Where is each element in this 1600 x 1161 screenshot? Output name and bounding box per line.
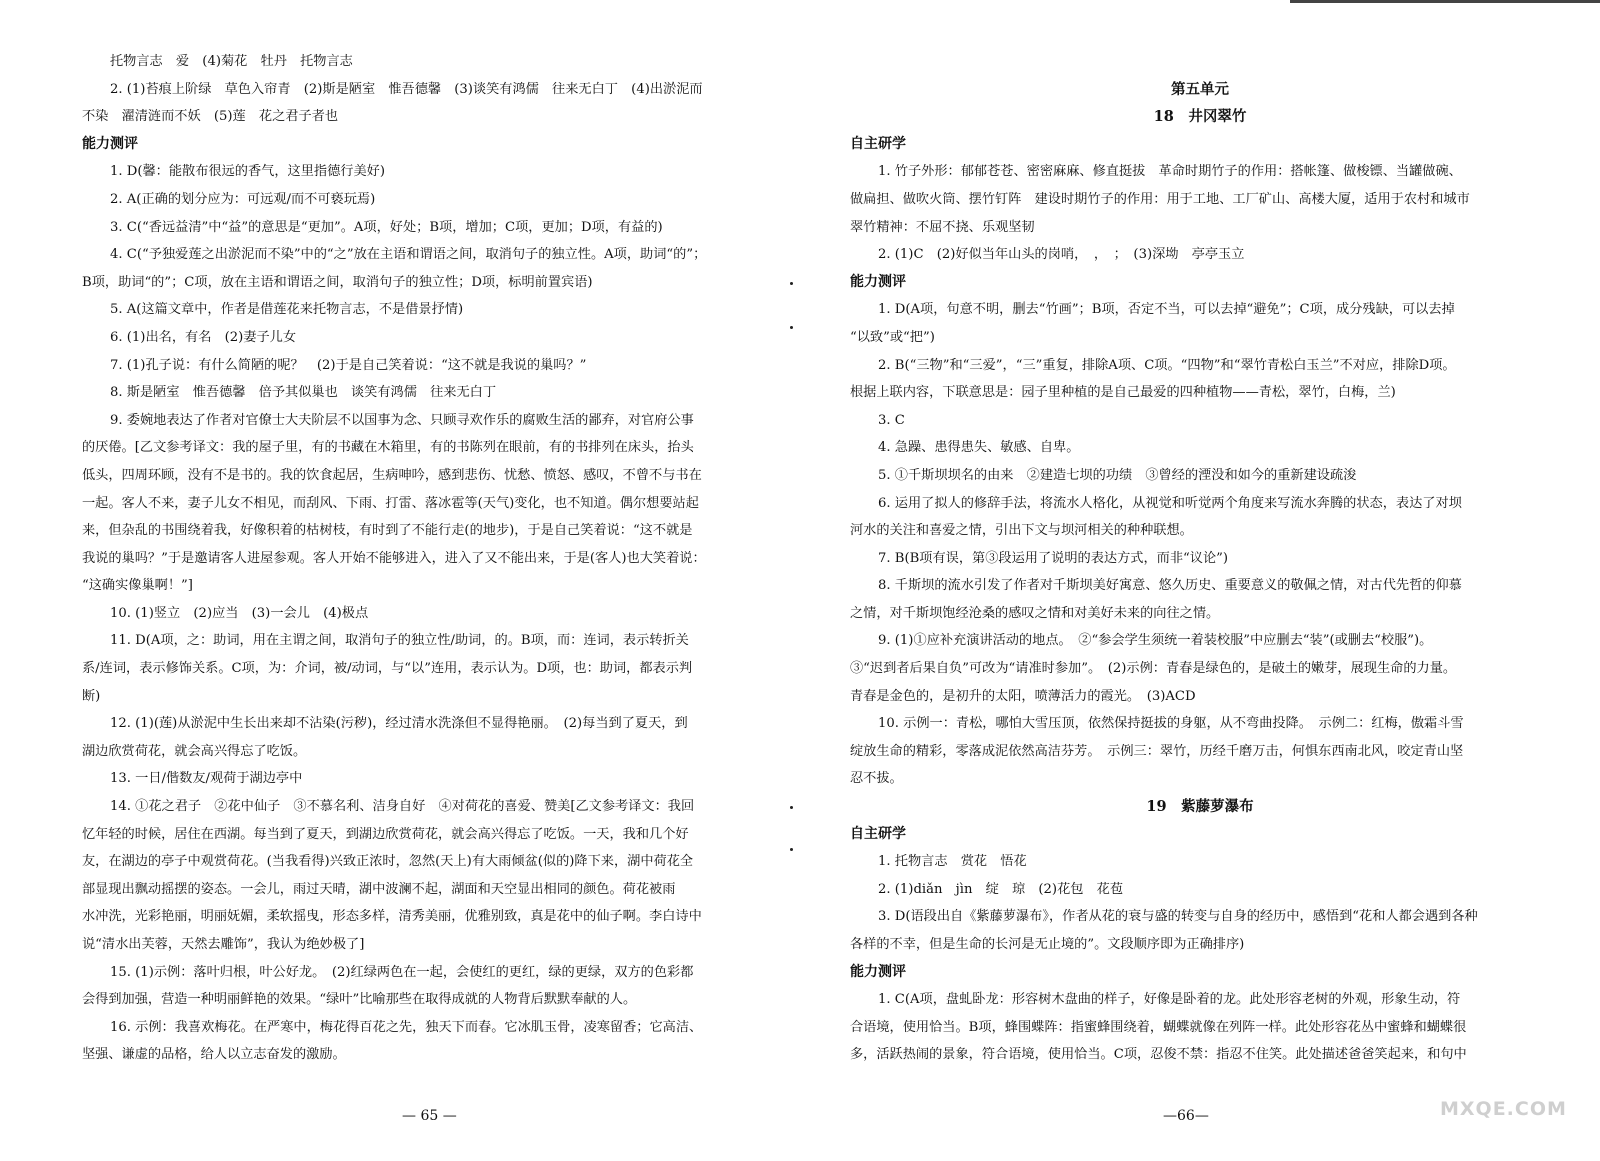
text-line: 13. 一日/偕数友/观荷于湖边亭中 [110,771,303,787]
text-line: 断) [82,688,101,704]
text-line: 做扁担、做吹火筒、摆竹钉阵 建设时期竹子的作用：用于工地、工厂矿山、高楼大厦，适用于农村和城市 [850,191,1470,207]
text-line: 6. (1)出名，有名 (2)妻子儿女 [110,329,297,345]
text-line: 之情，对千斯坝饱经沧桑的感叹之情和对美好未来的向往之情。 [850,605,1220,621]
text-line: 部显现出飘动摇摆的姿态。一会儿，雨过天晴，湖中波澜不起，湖面和天空显出相同的颜色。荷花被雨 [82,881,676,897]
margin-dot [790,848,793,851]
text-line: 不染 濯清涟而不妖 (5)莲 花之君子者也 [82,109,339,125]
text-line: 2. (1)苔痕上阶绿 草色入帘青 (2)斯是陋室 惟吾德馨 (3)谈笑有鸿儒 往来无白丁 (4)出淤泥而 [110,81,703,97]
text-line: 9. 委婉地表达了作者对官僚士大夫阶层不以国事为念、只顾寻欢作乐的腐败生活的鄙弃，对官府公事 [110,412,694,428]
text-line: 11. D(A项，之：助词，用在主谓之间，取消句子的独立性/助词，的。B项，而：连词，表示转折关 [110,633,689,649]
text-line: 我说的巢吗？”于是邀请客人进屋参观。客人开始不能够进入，进入了又不能出来，于是(客人)也大笑着说： [82,550,706,566]
text-line: 7. (1)孔子说：有什么简陋的呢？ (2)于是自己笑着说：“这不就是我说的巢吗？” [110,357,587,373]
unit-title: 18 井冈翠竹 [1153,108,1247,126]
text-line: 4. C(“予独爱莲之出淤泥而不染”中的“之”放在主语和谓语之间，取消句子的独立性。A项，助词“的”； [110,247,707,263]
text-line: 4. 急躁、患得患失、敏感、自卑。 [878,440,1080,456]
text-line: 16. 示例：我喜欢梅花。在严寒中，梅花得百花之先，独天下而春。它冰肌玉骨，凌寒留香；它高洁、 [110,1019,703,1035]
watermark-text: MXQE.COM [1440,1098,1567,1120]
text-line: 一起。客人不来，妻子儿女不相见，而刮风、下雨、打雷、落冰雹等(天气)变化，也不知道。偶尔想要站起 [82,495,699,511]
text-line: 绽放生命的精彩，零落成泥依然高洁芬芳。 示例三：翠竹，历经千磨万击，何惧东西南北风，咬定青山坚 [850,743,1464,759]
text-line: 系/连词，表示修饰关系。C项，为：介词，被/动词，与“以”连用，表示认为。D项，也：助词，都表示判 [82,661,693,677]
text-line: 1. C(A项，盘虬卧龙：形容树木盘曲的样子，好像是卧着的龙。此处形容老树的外观，形象生动，符 [878,992,1461,1008]
text-line: 1. D(馨：能散布很远的香气，这里指德行美好) [110,164,386,180]
text-line: 根据上联内容，下联意思是：园子里种植的是自己最爱的四种植物——青松，翠竹，白梅，兰) [850,385,1396,401]
page-number-right: —66— [1163,1108,1209,1124]
text-line: 忆年轻的时候，居住在西湖。每当到了夏天，到湖边欣赏荷花，就会高兴得忘了吃饭。一天，我和几个好 [82,826,689,842]
section-heading: 能力测评 [850,963,906,980]
text-line: 翠竹精神：不屈不挠、乐观坚韧 [850,219,1035,235]
text-line: 8. 斯是陋室 惟吾德馨 倍予其似巢也 谈笑有鸿儒 往来无白丁 [110,385,497,401]
text-line: 湖边欣赏荷花，就会高兴得忘了吃饭。 [82,743,307,759]
text-line: 2. (1)C (2)好似当年山头的岗哨， ， ； (3)深坳 亭亭玉立 [878,247,1245,263]
section-heading: 自主研学 [850,135,906,152]
page-number-left: — 65 — [402,1108,457,1124]
text-line: 会得到加强，营造一种明丽鲜艳的效果。“绿叶”比喻那些在取得成就的人物背后默默奉献的人。 [82,992,637,1008]
section-heading: 能力测评 [850,273,906,290]
margin-dot [790,326,793,329]
text-line: 3. D(语段出自《紫藤萝瀑布》，作者从花的衰与盛的转变与自身的经历中，感悟到“花和人都会遇到各种 [878,909,1478,925]
text-line: 青春是金色的，是初升的太阳，喷薄活力的霞光。 (3)ACD [850,688,1196,704]
text-line: 低头，四周环顾，没有不是书的。我的饮食起居，生病呻吟，感到悲伤、忧愁、愤怒、感叹，不曾不与书在 [82,467,702,483]
text-line: 14. ①花之君子 ②花中仙子 ③不慕名利、洁身自好 ④对荷花的喜爱、赞美[乙文参考译文：我回 [110,799,695,815]
text-line: 水冲洗，光彩艳丽，明丽妩媚，柔软摇曳，形态多样，清秀美丽，优雅别致，真是花中的仙子啊。李白诗中 [82,909,702,925]
text-line: 河水的关注和喜爱之情，引出下文与坝河相关的种种联想。 [850,523,1193,539]
unit-title: 19 紫藤萝瀑布 [1146,798,1254,816]
text-line: 5. ①千斯坝坝名的由来 ②建造七坝的功绩 ③曾经的湮没和如今的重新建设疏浚 [878,467,1357,483]
section-heading: 能力测评 [82,135,138,152]
top-edge-bar [1290,0,1600,3]
left-page [82,48,782,1069]
text-line: 多，活跃热闹的景象，符合语境，使用恰当。C项，忍俊不禁：指忍不住笑。此处描述爸爸笑起来，和句中 [850,1047,1467,1063]
text-line: “这确实像巢啊！”] [82,578,193,594]
text-line: 3. C [878,412,905,428]
text-line: 12. (1)(莲)从淤泥中生长出来却不沾染(污秽)，经过清水洗涤但不显得艳丽。 (2)每当到了夏天，到 [110,716,688,732]
text-line: 友，在湖边的亭子中观赏荷花。(当我看得)兴致正浓时，忽然(天上)有大雨倾盆(似的)降下来，湖中荷花全 [82,854,694,870]
text-line: 托物言志 爱 (4)菊花 牡丹 托物言志 [110,54,353,69]
text-line: 忍不拔。 [850,771,903,787]
text-line: 说“清水出芙蓉，天然去雕饰”，我认为绝妙极了] [82,937,365,952]
text-line: 2. A(正确的划分应为：可远观/而不可亵玩焉) [110,191,376,207]
margin-dot [790,806,793,809]
text-line: 来，但杂乱的书围绕着我，好像积着的枯树枝，有时到了不能行走(的地步)，于是自己笑着说：“这不就是 [82,523,693,539]
text-line: 10. 示例一：青松，哪怕大雪压顶，依然保持挺拔的身躯，从不弯曲投降。 示例二：红梅，傲霜斗雪 [878,716,1464,732]
text-line: 10. (1)竖立 (2)应当 (3)一会儿 (4)极点 [110,605,369,621]
text-line: 1. 竹子外形：郁郁苍苍、密密麻麻、修直挺拔 革命时期竹子的作用：搭帐篷、做梭镖、当罐做碗、 [878,164,1462,180]
text-line: 坚强、谦虚的品格，给人以立志奋发的激励。 [82,1047,346,1063]
margin-dot [790,282,793,285]
text-line: ③“迟到者后果自负”可改为“请准时参加”。 (2)示例：青春是绿色的，是破土的嫩芽，展现生命的力量。 [850,661,1457,677]
text-line: 6. 运用了拟人的修辞手法，将流水人格化，从视觉和听觉两个角度来写流水奔腾的状态，表达了对坝 [878,495,1462,511]
unit-title: 第五单元 [1171,80,1229,98]
right-page [850,48,1550,1069]
text-line: 9. (1)①应补充演讲活动的地点。 ②“参会学生须统一着装校服”中应删去“装”(或删去“校服”)。 [878,633,1433,649]
text-line: 各样的不幸，但是生命的长河是无止境的”。文段顺序即为正确排序) [850,937,1245,952]
text-line: 5. A(这篇文章中，作者是借莲花来托物言志，不是借景抒情) [110,302,464,318]
text-line: 8. 千斯坝的流水引发了作者对千斯坝美好寓意、悠久历史、重要意义的敬佩之情，对古代先哲的仰慕 [878,578,1462,594]
text-line: 合语境，使用恰当。B项，蜂围蝶阵：指蜜蜂围绕着，蝴蝶就像在列阵一样。此处形容花丛中蜜蜂和蝴蝶很 [850,1019,1467,1035]
text-line: 1. D(A项，句意不明，删去“竹画”；B项，否定不当，可以去掉“避免”；C项，成分残缺，可以去掉 [878,302,1455,318]
section-heading: 自主研学 [850,825,906,842]
text-line: 1. 托物言志 赏花 悟花 [878,854,1027,870]
text-line: “以致”或“把”) [850,329,935,345]
text-line: 3. C(“香远益清”中“益”的意思是“更加”。A项，好处；B项，增加；C项，更加；D项，有益的) [110,219,663,235]
text-line: 的厌倦。[乙文参考译文：我的屋子里，有的书藏在木箱里，有的书陈列在眼前，有的书排列在床头，抬头 [82,440,694,456]
text-line [850,48,1550,76]
text-line: 2. B(“三物”和“三爱”，“三”重复，排除A项、C项。“四物”和“翠竹青松白玉兰”不对应，排除D项。 [878,357,1456,373]
text-line: 2. (1)diǎn jìn 绽 琼 (2)花包 花苞 [878,881,1124,897]
text-line: 7. B(B项有误，第③段运用了说明的表达方式，而非“议论”) [878,550,1229,566]
text-line: B项，助词“的”；C项，放在主语和谓语之间，取消句子的独立性；D项，标明前置宾语) [82,274,593,290]
text-line: 15. (1)示例：落叶归根，叶公好龙。 (2)红绿两色在一起，会使红的更红，绿的更绿，双方的色彩都 [110,964,694,980]
